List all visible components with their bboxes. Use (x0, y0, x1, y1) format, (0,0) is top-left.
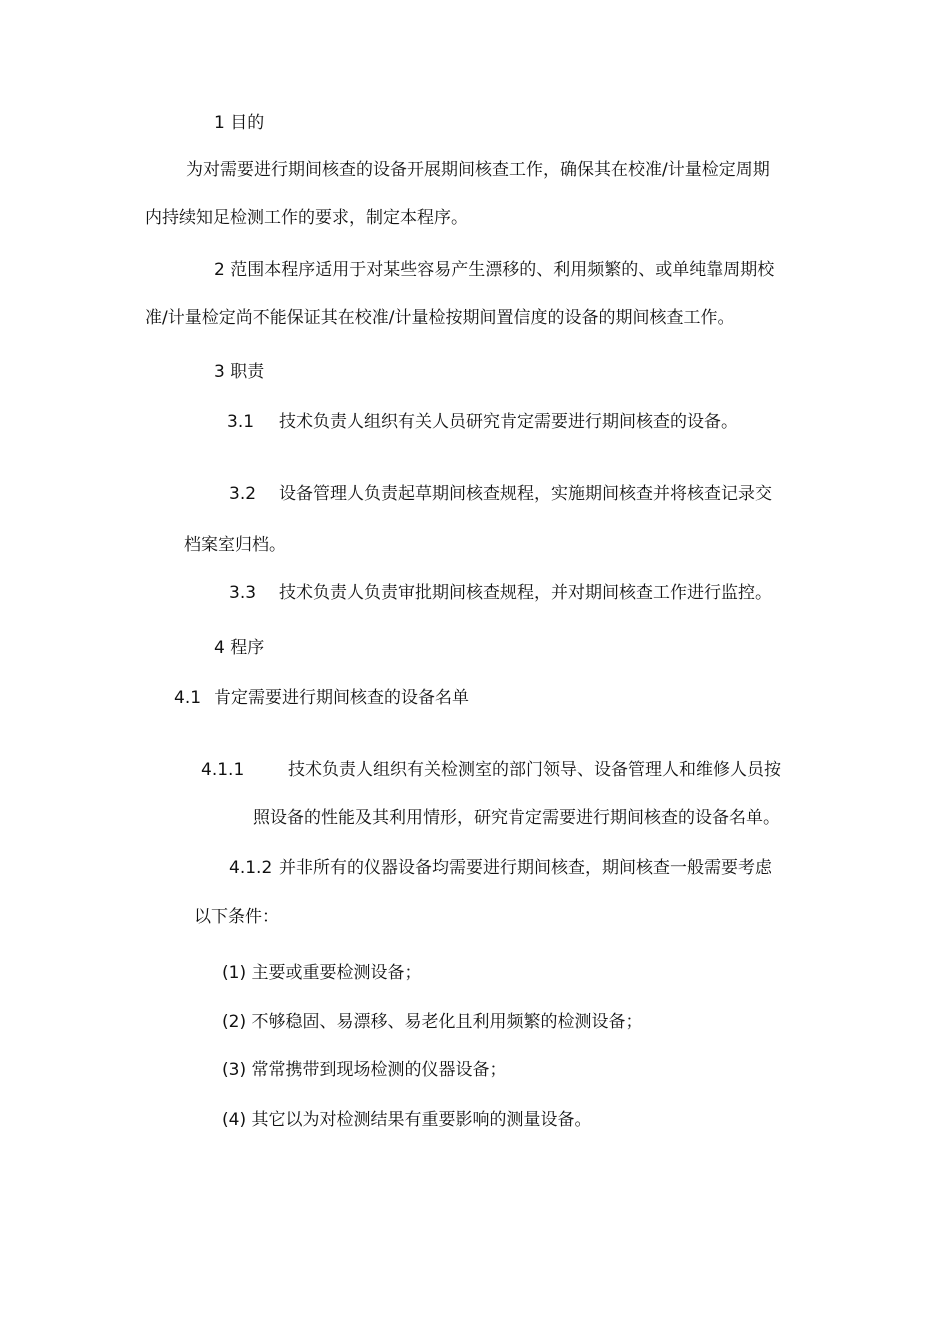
responsibility-3-3 (229, 581, 772, 605)
procedure-4-1-1-line-2: 照设备的性能及其利用情形，研究肯定需要进行期间核查的设备名单。 (253, 808, 780, 828)
purpose-line-2: 内持续知足检测工作的要求，制定本程序。 (145, 208, 468, 228)
procedure-4-1-2-text: 并非所有的仪器设备均需要进行期间核查，期间核查一般需要考虑 (279, 858, 772, 878)
responsibility-3-1-number: 3.1 (227, 412, 255, 432)
responsibility-3-2-number: 3.2 (229, 484, 257, 504)
procedure-4-1-text: 肯定需要进行期间核查的设备名单 (214, 688, 469, 708)
procedure-4-1-2-number: 4.1.2 (229, 858, 273, 878)
condition-item-3: (3) 常常携带到现场检测的仪器设备； (222, 1060, 507, 1080)
procedure-4-1-number: 4.1 (174, 688, 202, 708)
responsibility-3-1 (227, 410, 738, 434)
procedure-4-1-1-number: 4.1.1 (201, 760, 245, 780)
scope-line-1: 2 范围本程序适用于对某些容易产生漂移的、利用频繁的、或单纯靠周期校 (214, 260, 775, 280)
condition-item-4: (4) 其它以为对检测结果有重要影响的测量设备。 (222, 1110, 592, 1130)
responsibility-3-2 (229, 482, 772, 506)
procedure-4-1 (174, 686, 469, 710)
procedure-4-1-2-line-2: 以下条件： (194, 907, 279, 927)
condition-item-2: (2) 不够稳固、易漂移、易老化且利用频繁的检测设备； (222, 1012, 643, 1032)
procedure-4-1-2 (229, 856, 772, 880)
responsibility-3-3-number: 3.3 (229, 583, 257, 603)
purpose-line-1: 为对需要进行期间核查的设备开展期间核查工作，确保其在校准/计量检定周期 (186, 160, 770, 180)
procedure-4-1-1-text: 技术负责人组织有关检测室的部门领导、设备管理人和维修人员按 (288, 760, 781, 780)
section-1-heading: 1 目的 (214, 113, 265, 133)
responsibility-3-3-text: 技术负责人负责审批期间核查规程，并对期间核查工作进行监控。 (279, 583, 772, 603)
responsibility-3-1-text: 技术负责人组织有关人员研究肯定需要进行期间核查的设备。 (279, 412, 738, 432)
section-3-heading: 3 职责 (214, 362, 265, 382)
procedure-4-1-1 (201, 758, 781, 782)
responsibility-3-2-text: 设备管理人负责起草期间核查规程，实施期间核查并将核查记录交 (279, 484, 772, 504)
scope-line-2: 准/计量检定尚不能保证其在校准/计量检按期间置信度的设备的期间核查工作。 (145, 308, 735, 328)
section-4-heading: 4 程序 (214, 638, 265, 658)
responsibility-3-2-line-2: 档案室归档。 (184, 535, 286, 555)
condition-item-1: (1) 主要或重要检测设备； (222, 963, 422, 983)
